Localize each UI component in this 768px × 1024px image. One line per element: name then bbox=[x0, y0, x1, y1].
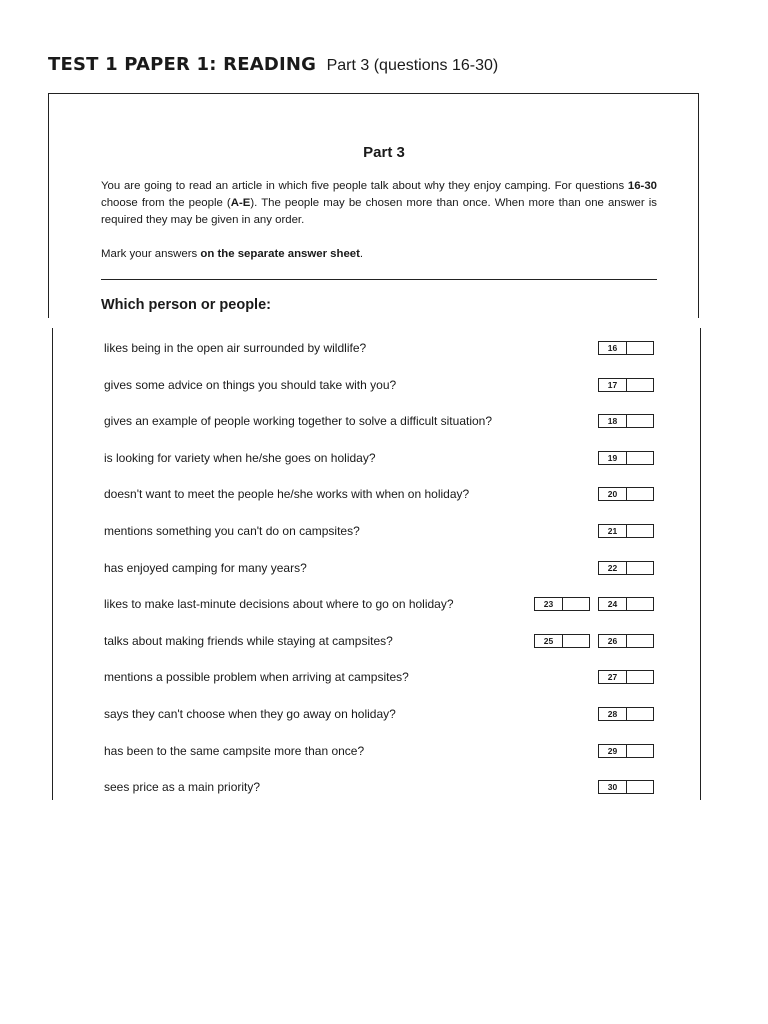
question-text: talks about making friends while staying at campsites? bbox=[104, 634, 393, 648]
question-number: 26 bbox=[599, 635, 627, 647]
question-text: mentions a possible problem when arriving at campsites? bbox=[104, 670, 409, 684]
test-subtitle: Part 3 (questions 16-30) bbox=[326, 57, 499, 74]
question-number: 30 bbox=[599, 781, 627, 793]
mark-text-post: . bbox=[359, 248, 364, 260]
answer-box[interactable] bbox=[598, 378, 654, 392]
question-number: 16 bbox=[599, 342, 627, 354]
test-title: TEST 1 PAPER 1: READING bbox=[48, 54, 317, 75]
instructions-text bbox=[101, 178, 657, 229]
question-text: mentions something you can't do on campsites? bbox=[104, 524, 360, 538]
question-range: 16-30 bbox=[627, 180, 657, 192]
question-number: 20 bbox=[599, 488, 627, 500]
question-text: likes being in the open air surrounded by wildlife? bbox=[104, 341, 367, 355]
question-number: 21 bbox=[599, 525, 627, 537]
answer-box[interactable] bbox=[598, 634, 654, 648]
question-text: gives an example of people working together to solve a difficult situation? bbox=[104, 414, 493, 428]
question-text: gives some advice on things you should take with you? bbox=[104, 378, 397, 392]
question-number: 28 bbox=[599, 708, 627, 720]
mark-text-bold: on the separate answer sheet bbox=[200, 248, 360, 260]
page-header bbox=[48, 54, 498, 75]
mark-instruction bbox=[101, 246, 657, 263]
intro-text-3: ). The people may be chosen more than once. When more than one answer is required they may be given in any order. bbox=[101, 197, 657, 226]
people-range: A-E bbox=[230, 197, 251, 209]
divider bbox=[101, 279, 657, 280]
question-number: 18 bbox=[599, 415, 627, 427]
question-number: 22 bbox=[599, 562, 627, 574]
answer-box[interactable] bbox=[598, 524, 654, 538]
question-number: 25 bbox=[535, 635, 563, 647]
question-text: says they can't choose when they go away on holiday? bbox=[104, 707, 396, 721]
question-text: has been to the same campsite more than once? bbox=[104, 744, 365, 758]
answer-box[interactable] bbox=[598, 414, 654, 428]
question-text: sees price as a main priority? bbox=[104, 780, 261, 794]
question-text: likes to make last-minute decisions about where to go on holiday? bbox=[104, 597, 454, 611]
answer-box[interactable] bbox=[598, 744, 654, 758]
question-number: 19 bbox=[599, 452, 627, 464]
answer-box[interactable] bbox=[598, 451, 654, 465]
question-number: 23 bbox=[535, 598, 563, 610]
answer-box[interactable] bbox=[598, 670, 654, 684]
answer-box[interactable] bbox=[598, 561, 654, 575]
question-number: 29 bbox=[599, 745, 627, 757]
answer-box[interactable] bbox=[534, 634, 590, 648]
intro-text-2: choose from the people ( bbox=[101, 197, 231, 209]
question-number: 24 bbox=[599, 598, 627, 610]
question-heading: Which person or people: bbox=[101, 297, 271, 313]
question-text: is looking for variety when he/she goes on holiday? bbox=[104, 451, 376, 465]
intro-text-1: You are going to read an article in which five people talk about why they enjoy camping. For questions bbox=[101, 180, 628, 192]
part-title: Part 3 bbox=[363, 144, 405, 161]
question-number: 27 bbox=[599, 671, 627, 683]
answer-box[interactable] bbox=[598, 597, 654, 611]
answer-box[interactable] bbox=[598, 487, 654, 501]
answer-box[interactable] bbox=[598, 780, 654, 794]
answer-box[interactable] bbox=[598, 341, 654, 355]
mark-text-pre: Mark your answers bbox=[101, 248, 201, 260]
answer-box[interactable] bbox=[598, 707, 654, 721]
question-text: has enjoyed camping for many years? bbox=[104, 561, 307, 575]
question-text: doesn't want to meet the people he/she works with when on holiday? bbox=[104, 487, 470, 501]
question-number: 17 bbox=[599, 379, 627, 391]
answer-box[interactable] bbox=[534, 597, 590, 611]
